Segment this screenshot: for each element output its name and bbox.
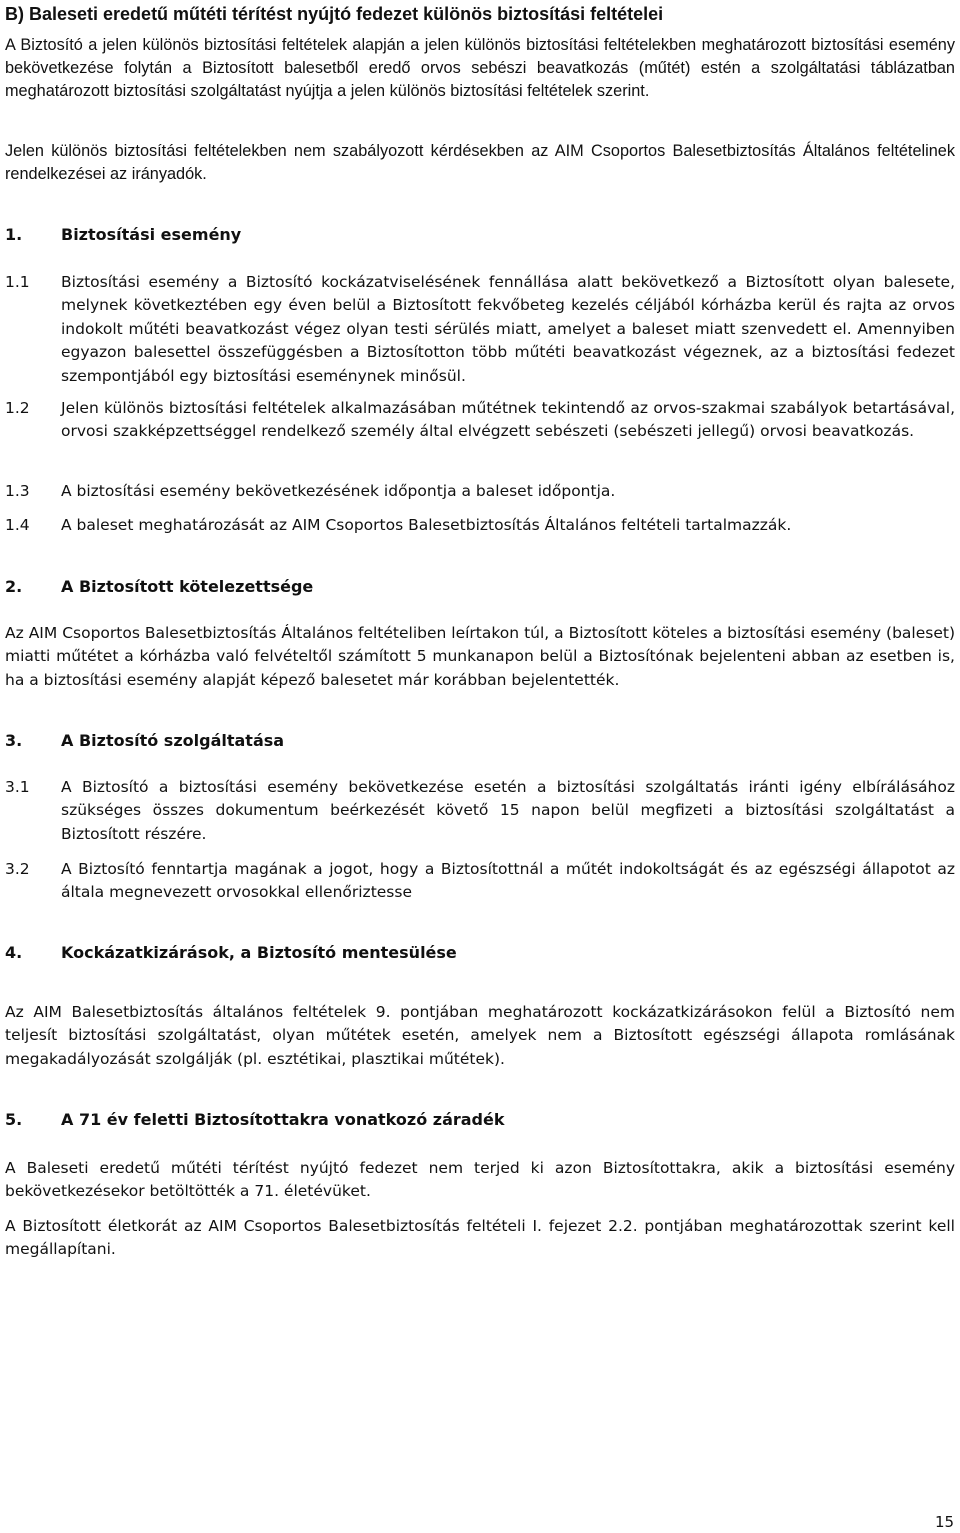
- clause-text: A biztosítási esemény bekövetkezésének időpontja a baleset időpontja.: [61, 482, 616, 500]
- section-number: 5.: [5, 1110, 23, 1129]
- page-number: 15: [935, 1513, 955, 1531]
- clause: [5, 776, 955, 846]
- section-heading: [5, 729, 284, 753]
- section-title: A Biztosító szolgáltatása: [61, 731, 285, 750]
- section-paragraph: A Biztosított életkorát az AIM Csoportos Balesetbiztosítás feltételi I. fejezet 2.2. pontjában meghatározottak szerint kell megállapítani.: [5, 1217, 955, 1259]
- section-heading: [5, 1108, 505, 1132]
- clause: [5, 858, 955, 905]
- section-paragraph: A Baleseti eredetű műtéti térítést nyújtó fedezet nem terjed ki azon Biztosítottakra, akik a biztosítási esemény bekövetkezésekor betöltötték a 71. életévüket.: [5, 1159, 955, 1201]
- section-title: Biztosítási esemény: [61, 225, 242, 244]
- clause-number: 1.4: [5, 516, 30, 534]
- section-heading: [5, 941, 457, 965]
- clause: [5, 397, 955, 444]
- clause-text: A Biztosító a biztosítási esemény bekövetkezése esetén a biztosítási szolgáltatás iránti igény elbírálásához szükséges összes dokumentum beérkezését követő 15 napon belül megfizeti a biztosítási szolgáltatást a Biztosított részére.: [61, 778, 955, 843]
- clause-text: Biztosítási esemény a Biztosító kockázatviselésének fennállása alatt bekövetkező a Biztosított olyan balesete, melynek következtében egy éven belül a Biztosított fekvőbeteg kezelés céljából kórházba kerül és rajta az orvos indokolt műtéti beavatkozást végez olyan testi sérülés miatt, amelyet a baleset miatt szenvedett el. Amennyiben egyazon balesettel összefüggésben a Biztosítotton több műtéti beavatkozást végeznek, az a biztosítási fedezet szempontjából egy biztosítási eseménynek minősül.: [61, 273, 955, 385]
- clause-number: 1.2: [5, 399, 30, 417]
- intro-paragraph: Jelen különös biztosítási feltételekben nem szabályozott kérdésekben az AIM Csoportos Balesetbiztosítás Általános feltételinek rendelkezései az irányadók.: [5, 142, 955, 184]
- section-paragraph: Az AIM Csoportos Balesetbiztosítás Általános feltételiben leírtakon túl, a Biztosított köteles a biztosítási esemény (baleset) miatti műtétet a kórházba való felvételtől számított 5 munkanapon belül a Biztosítónak bejelenteni abban az esetben is, ha a biztosítási esemény alapját képező balesetet már korábban bejelentették.: [5, 624, 955, 689]
- clause-number: 1.3: [5, 482, 30, 500]
- clause-text: A Biztosító fenntartja magának a jogot, hogy a Biztosítottnál a műtét indokoltságát és az egészségi állapotot az általa megnevezett orvosokkal ellenőriztesse: [61, 860, 955, 902]
- section-number: 3.: [5, 731, 23, 750]
- section-title: A 71 év feletti Biztosítottakra vonatkozó záradék: [61, 1110, 505, 1129]
- section-paragraph: Az AIM Balesetbiztosítás általános feltételek 9. pontjában meghatározott kockázatkizárásokon felül a Biztosító nem teljesít biztosítási szolgáltatást, olyan műtétek esetén, amelyek nem a Biztosított egészségi állapota romlásának megakadályozását szolgálják (pl. esztétikai, plasztikai műtétek).: [5, 1003, 955, 1068]
- intro-paragraph: A Biztosító a jelen különös biztosítási feltételek alapján a jelen különös biztosítási feltételekben meghatározott biztosítási esemény bekövetkezése folytán a Biztosított balesetből eredő orvos sebészi beavatkozás (műtét) estén a szolgáltatási táblázatban meghatározott biztosítási szolgáltatást nyújtja a jelen különös biztosítási feltételek szerint.: [5, 36, 955, 101]
- clause: [5, 514, 955, 537]
- clause: [5, 480, 955, 503]
- clause-text: A baleset meghatározását az AIM Csoportos Balesetbiztosítás Általános feltételi tartalmazzák.: [61, 516, 792, 534]
- clause-number: 3.1: [5, 778, 30, 796]
- document-title: B) Baleseti eredetű műtéti térítést nyújtó fedezet különös biztosítási feltételei: [5, 4, 664, 24]
- section-heading: [5, 575, 313, 599]
- clause-number: 1.1: [5, 273, 30, 291]
- section-title: Kockázatkizárások, a Biztosító mentesülése: [61, 943, 457, 962]
- clause-number: 3.2: [5, 860, 30, 878]
- section-number: 1.: [5, 225, 23, 244]
- section-number: 4.: [5, 943, 23, 962]
- clause: [5, 271, 955, 388]
- clause-text: Jelen különös biztosítási feltételek alkalmazásában műtétnek tekintendő az orvos-szakmai szabályok betartásával, orvosi szakképzettséggel rendelkező személy által elvégzett sebészeti (sebészeti jellegű) orvosi beavatkozás.: [61, 399, 955, 441]
- section-number: 2.: [5, 577, 23, 596]
- section-heading: [5, 223, 241, 247]
- section-title: A Biztosított kötelezettsége: [61, 577, 314, 596]
